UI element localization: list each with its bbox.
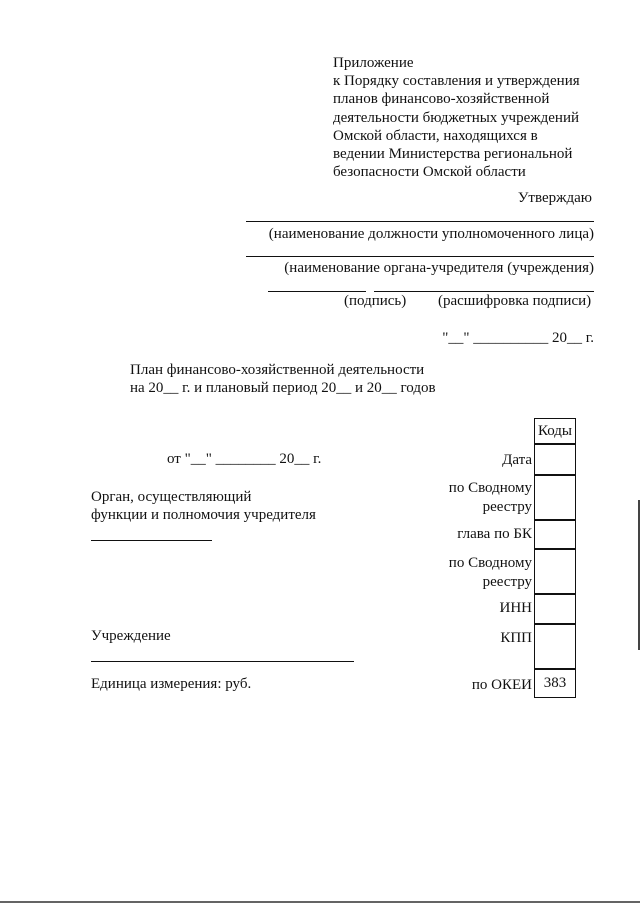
plan-title-line1: План финансово-хозяйственной деятельности	[130, 362, 425, 378]
okei-code-value: 383	[543, 675, 567, 691]
founder-organ-label-line1: Орган, осуществляющий	[91, 489, 252, 505]
founder-organ-label-line2: функции и полномочия учредителя	[91, 507, 316, 523]
appendix-line: деятельности бюджетных учреждений	[333, 109, 579, 126]
code-label-okei: по ОКЕИ	[471, 677, 532, 693]
code-cell-registry-1[interactable]	[534, 475, 576, 520]
appendix-line: Омской области, находящихся в	[333, 127, 538, 144]
code-cell-inn[interactable]	[534, 594, 576, 624]
approval-title: Утверждаю	[517, 190, 592, 206]
code-cell-okei[interactable]	[534, 669, 576, 698]
approval-date-line: "__" __________ 20__ г.	[442, 330, 594, 346]
code-label-kpp: КПП	[500, 630, 532, 646]
signature-field-line[interactable]	[268, 291, 366, 292]
code-cell-date[interactable]	[534, 444, 576, 475]
code-label-bk-chapter: глава по БК	[457, 526, 532, 542]
code-cell-registry-2[interactable]	[534, 549, 576, 594]
signature-caption: (подпись)	[344, 293, 407, 309]
organ-field-line[interactable]	[246, 256, 594, 257]
institution-label: Учреждение	[91, 628, 171, 644]
decipher-field-line[interactable]	[374, 291, 594, 292]
appendix-line: Приложение	[333, 55, 414, 71]
codes-header-cell	[534, 418, 576, 444]
organ-caption: (наименование органа-учредителя (учреждения)	[284, 260, 594, 276]
position-caption: (наименование должности уполномоченного лица)	[268, 226, 594, 242]
appendix-line: к Порядку составления и утверждения	[333, 73, 580, 90]
plan-date-line: от "__" ________ 20__ г.	[167, 451, 322, 467]
code-label-registry-2: по Сводному реестру	[448, 555, 532, 590]
appendix-line: ведении Министерства региональной	[333, 146, 573, 163]
code-cell-bk-chapter[interactable]	[534, 520, 576, 549]
code-label-inn: ИНН	[499, 600, 532, 616]
appendix-line: безопасности Омской области	[333, 164, 526, 181]
codes-header: Коды	[537, 423, 573, 439]
institution-field-line[interactable]	[91, 661, 354, 662]
decipher-caption: (расшифровка подписи)	[438, 293, 592, 309]
position-field-line[interactable]	[246, 221, 594, 222]
plan-title-line2: на 20__ г. и плановый период 20__ и 20__ годов	[130, 380, 436, 396]
code-label-date: Дата	[502, 452, 532, 468]
founder-organ-field-line[interactable]	[91, 540, 212, 541]
code-cell-kpp[interactable]	[534, 624, 576, 669]
appendix-header	[333, 54, 580, 181]
code-label-registry-1: по Сводному реестру	[448, 480, 532, 515]
appendix-line: планов финансово-хозяйственной	[333, 91, 550, 108]
unit-label: Единица измерения: руб.	[91, 676, 252, 692]
scan-bottom-edge	[0, 901, 640, 903]
